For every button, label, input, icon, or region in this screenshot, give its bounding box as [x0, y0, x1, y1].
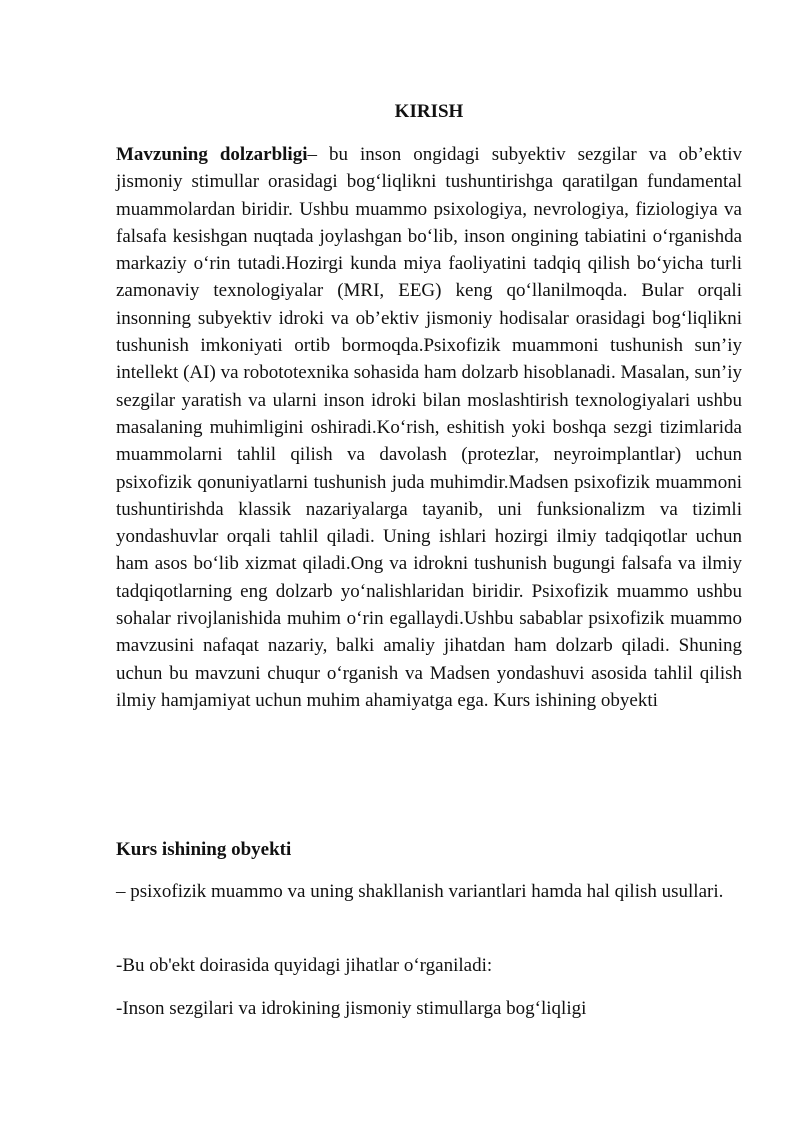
object-paragraph: – psixofizik muammo va uning shakllanish variantlari hamda hal qilish usullari.: [116, 881, 724, 902]
aspect-item-line: -Inson sezgilari va idrokining jismoniy stimullarga bog‘liqligi: [116, 998, 587, 1019]
object-heading: Kurs ishining obyekti: [116, 839, 292, 860]
intro-paragraph: [116, 141, 742, 714]
intro-paragraph-text: – bu inson ongidagi subyektiv sezgilar va ob’ektiv jismoniy stimullar orasidagi bog‘liqlikni tushuntirishga qaratilgan fundamental muammolardan biridir. Ushbu muammo psixologiya, nevrologiya, fiziologiya va falsafa kesishgan nuqtada joylashgan bo‘lib, inson ongining tabiatini o‘rganishda markaziy o‘rin tutadi.Hozirgi kunda miya faoliyatini tadqiq qilish bo‘yicha turli zamonaviy texnologiyalar (MRI, EEG) keng qo‘llanilmoqda. Bular orqali insonning subyektiv idroki va ob’ektiv jismoniy hodisalar orasidagi bog‘liqlikni tushunish imkoniyati ortib bormoqda.Psixofizik muammoni tushunish sun’iy intellekt (AI) va robototexnika sohasida ham dolzarb hisoblanadi. Masalan, sun’iy sezgilar yaratish va ularni inson idroki bilan moslashtirish texnologiyalari ushbu masalaning muhimligini oshiradi.Ko‘rish, eshitish yoki boshqa sezgi tizimlarida muammolarni tahlil qilish va davolash (protezlar, neyroimplantlar) uchun psixofizik qonuniyatlarni tushunish juda muhimdir.Madsen psixofizik muammoni tushuntirishda klassik nazariyalarga tayanib, uni funksionalizm va tizimli yondashuvlar orqali tahlil qiladi. Uning ishlari hozirgi ilmiy tadqiqotlar uchun ham asos bo‘lib xizmat qiladi.Ong va idrokni tushunish bugungi falsafa va ilmiy tadqiqotlarning eng dolzarb yo‘nalishlaridan biridir. Psixofizik muammo ushbu sohalar rivojlanishida muhim o‘rin egallaydi.Ushbu sabablar psixofizik muammo mavzusini nafaqat nazariy, balki amaliy jihatdan ham dolzarb qiladi. Shuning uchun bu mavzuni chuqur o‘rganish va Madsen yondashuvi asosida tahlil qilish ilmiy hamjamiyat uchun muhim ahamiyatga ega. Kurs ishining obyekti: [116, 144, 742, 711]
aspects-intro-line: -Bu ob'ekt doirasida quyidagi jihatlar o‘rganiladi:: [116, 955, 493, 976]
page-title: KIRISH: [394, 101, 464, 122]
intro-lead-term: Mavzuning dolzarbligi: [116, 144, 308, 165]
